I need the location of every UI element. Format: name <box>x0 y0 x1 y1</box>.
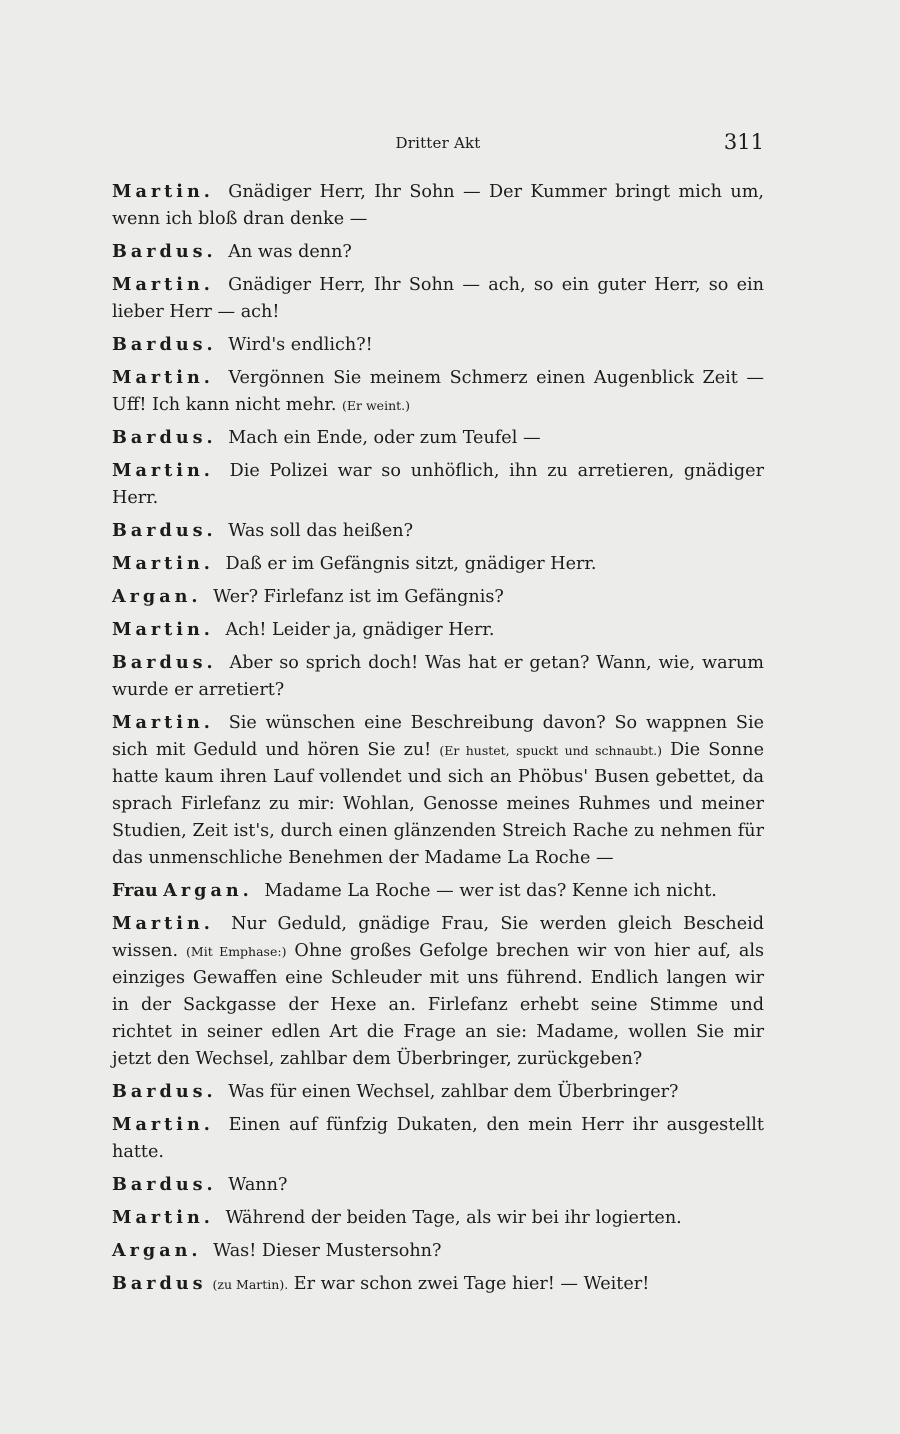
speaker-name: Bardus. <box>112 1174 217 1195</box>
line-text: Er war schon zwei Tage hier! — Weiter! <box>293 1274 650 1294</box>
line-text: Was! Dieser Mustersohn? <box>213 1241 442 1261</box>
speaker-group <box>112 368 220 388</box>
line-text: Mach ein Ende, oder zum Teufel — <box>228 428 541 448</box>
dialogue-line <box>112 178 764 233</box>
line-text: Wer? Firlefanz ist im Gefängnis? <box>213 587 504 607</box>
speaker-name: Bardus. <box>112 1081 217 1102</box>
line-text: Einen auf fünfzig Dukaten, den mein Herr ihr ausgestellt hatte. <box>112 1115 765 1162</box>
line-text: Vergönnen Sie meinem Schmerz einen Augenblick Zeit — Uff! Ich kann nicht mehr. <box>112 368 765 415</box>
speaker-name: Bardus. <box>112 427 217 448</box>
speaker-name: Martin. <box>112 1207 214 1228</box>
dialogue-text <box>112 178 764 1303</box>
speaker-group <box>112 1115 220 1135</box>
speaker-group <box>112 182 220 202</box>
speaker-prefix: Frau <box>112 880 158 901</box>
speaker-group <box>112 521 223 541</box>
speaker-group <box>112 1274 294 1294</box>
stage-direction: (Mit Emphase:) <box>186 944 287 959</box>
line-text: Ach! Leider ja, gnädiger Herr. <box>225 620 495 640</box>
page-number: 311 <box>723 130 764 154</box>
line-text: Madame La Roche — wer ist das? Kenne ich nicht. <box>264 881 717 901</box>
speaker-group <box>112 242 223 262</box>
speaker-name: Martin. <box>112 619 214 640</box>
line-text: Die Polizei war so unhöflich, ihn zu arretieren, gnädiger Herr. <box>112 461 764 508</box>
speaker-name: Martin. <box>112 913 214 934</box>
speaker-group <box>112 461 220 481</box>
line-text: An was denn? <box>228 242 352 262</box>
line-text: Was soll das heißen? <box>228 521 414 541</box>
dialogue-line <box>112 649 764 704</box>
speaker-group <box>112 335 223 355</box>
speaker-group <box>112 881 259 901</box>
speaker-group <box>112 1241 208 1261</box>
speaker-name: Martin. <box>112 367 214 388</box>
dialogue-line <box>112 364 764 419</box>
line-text: Was für einen Wechsel, zahlbar dem Überbringer? <box>228 1082 679 1102</box>
line-text: Aber so sprich doch! Was hat er getan? Wann, wie, warum wurde er arretiert? <box>112 653 764 700</box>
dialogue-line <box>112 331 764 359</box>
speaker-name: Bardus. <box>112 520 217 541</box>
speaker-name: Martin. <box>112 1114 214 1135</box>
line-text-continued: Die Sonne hatte kaum ihren Lauf vollendet und sich an Phöbus' Busen gebettet, da sprach Firlefanz zu mir: Wohlan, Genosse meines Ruhmes und meiner Studien, Zeit ist's, durch einen glänzenden Streich Rache zu nehmen für das unmenschliche Benehmen der Madame La Roche — <box>112 740 764 868</box>
line-text: Wird's endlich?! <box>228 335 373 355</box>
dialogue-line <box>112 271 764 326</box>
speaker-name: Bardus. <box>112 241 217 262</box>
speaker-group <box>112 620 220 640</box>
dialogue-line <box>112 550 764 578</box>
dialogue-line <box>112 424 764 452</box>
speaker-group <box>112 914 220 934</box>
dialogue-line <box>112 910 764 1073</box>
stage-direction: (Er hustet, spuckt und schnaubt.) <box>439 743 663 758</box>
line-text-continued: Ohne großes Gefolge brechen wir von hier auf, als einziges Gewaffen eine Schleuder mit uns führend. Endlich langen wir in der Sackgasse der Hexe an. Firlefanz erhebt seine Stimme und richtet in seiner edlen Art die Frage an sie: Madame, wollen Sie mir jetzt den Wechsel, zahlbar dem Überbringer, zurückgeben? <box>112 941 765 1069</box>
line-text: Gnädiger Herr, Ihr Sohn — Der Kummer bringt mich um, wenn ich bloß dran denke — <box>112 182 764 229</box>
dialogue-line <box>112 1111 764 1166</box>
dialogue-line <box>112 1270 764 1298</box>
speaker-name: Bardus <box>112 1273 207 1294</box>
stage-direction: (Er weint.) <box>342 398 410 413</box>
line-text: Während der beiden Tage, als wir bei ihr logierten. <box>225 1208 682 1228</box>
dialogue-line <box>112 1078 764 1106</box>
dialogue-line <box>112 877 764 905</box>
speaker-group <box>112 713 220 733</box>
line-text: Nur Geduld, gnädige Frau, Sie werden gleich Bescheid wissen. <box>112 914 765 961</box>
line-text: Wann? <box>228 1175 288 1195</box>
speaker-group <box>112 1208 220 1228</box>
dialogue-line <box>112 1171 764 1199</box>
dialogue-line <box>112 1237 764 1265</box>
speaker-group <box>112 587 208 607</box>
speaker-group <box>112 1175 223 1195</box>
speaker-name: Martin. <box>112 712 214 733</box>
speaker-group <box>112 428 223 448</box>
speaker-group <box>112 653 223 673</box>
speaker-note: (zu Martin). <box>212 1277 289 1292</box>
speaker-name: Argan. <box>112 1240 202 1261</box>
dialogue-line <box>112 583 764 611</box>
speaker-name: Argan. <box>163 880 253 901</box>
dialogue-line <box>112 238 764 266</box>
speaker-name: Bardus. <box>112 652 217 673</box>
speaker-name: Argan. <box>112 586 202 607</box>
line-text: Sie wünschen eine Beschreibung davon? So wappnen Sie sich mit Geduld und hören Sie zu! <box>112 713 764 760</box>
speaker-name: Martin. <box>112 274 214 295</box>
page-header <box>112 130 764 160</box>
line-text: Gnädiger Herr, Ihr Sohn — ach, so ein guter Herr, so ein lieber Herr — ach! <box>112 275 764 322</box>
speaker-name: Martin. <box>112 460 214 481</box>
speaker-group <box>112 275 220 295</box>
speaker-group <box>112 554 220 574</box>
dialogue-line <box>112 1204 764 1232</box>
speaker-group <box>112 1082 223 1102</box>
speaker-name: Bardus. <box>112 334 217 355</box>
line-text: Daß er im Gefängnis sitzt, gnädiger Herr. <box>225 554 597 574</box>
speaker-name: Martin. <box>112 553 214 574</box>
dialogue-line <box>112 517 764 545</box>
speaker-name: Martin. <box>112 181 214 202</box>
dialogue-line <box>112 616 764 644</box>
running-head: Dritter Akt <box>395 134 481 152</box>
dialogue-line <box>112 457 764 512</box>
dialogue-line <box>112 709 764 872</box>
